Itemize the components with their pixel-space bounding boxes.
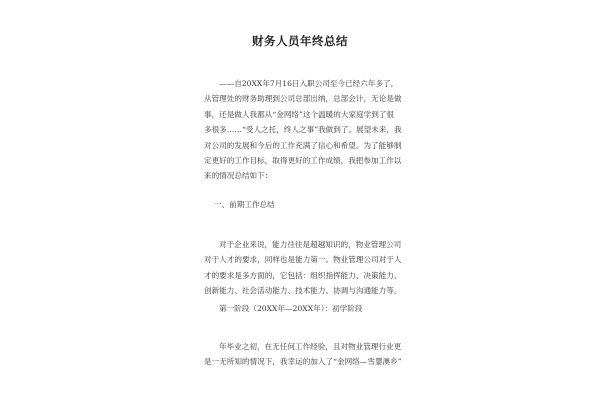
section1-line: 对于企业来说，能力往往是超越知识的，物业管理公司 <box>219 240 402 249</box>
intro-line: 来的情况总结如下： <box>204 171 273 181</box>
section1-heading: 一、前期工作总结 <box>214 200 275 209</box>
document-title: 财务人员年终总结 <box>252 34 348 48</box>
intro-line: 多很多……“受人之托，终人之事”我做到了。展望未来，我 <box>204 125 402 135</box>
section1-paragraph <box>204 237 404 299</box>
intro-paragraph <box>204 76 404 184</box>
section1-heading-block <box>204 197 404 212</box>
intro-line: 事，还是做人我都从“金网络”这个温暖的大家庭学到了很 <box>204 109 395 119</box>
stage1-heading-block <box>204 301 404 316</box>
intro-line: 定更好的工作目标，取得更好的工作成绩，我把参加工作以 <box>204 155 402 165</box>
section1-line: 创新能力、社会活动能力、技术能力、协调与沟通能力等。 <box>204 286 402 296</box>
intro-line: 从管理处的财务助理到公司总部出纳，总部会计，无论是做 <box>204 94 402 104</box>
stage1-heading: 第一阶段（20XX年—20XX年）：初学阶段 <box>219 304 363 313</box>
intro-line: ——自20XX年7月16日入职公司至今已经六年多了， <box>219 79 399 88</box>
section1-line: 对于人才的要求，同样也是能力第一。物业管理公司对于人 <box>204 255 402 265</box>
section1-line: 才的要求是多方面的，它包括：组织指挥能力、决策能力、 <box>204 270 402 280</box>
intro-line: 对公司的发展和今后的工作充满了信心和希望。为了能够制 <box>204 140 402 150</box>
stage1-line: 是一无所知的情况下，我幸运的加入了“金网络—雪婴澳乡” <box>204 357 402 367</box>
stage1-line: 年毕业之初，在无任何工作经验，且对物业管理行业更 <box>219 342 402 351</box>
stage1-paragraph <box>204 339 404 370</box>
